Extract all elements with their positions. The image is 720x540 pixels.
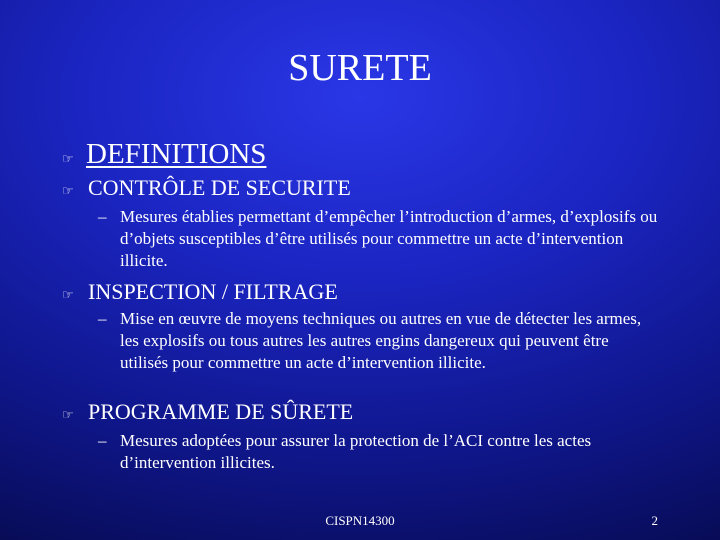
bullet-label: CONTRÔLE DE SECURITE	[88, 175, 351, 200]
dash: –	[98, 431, 107, 450]
sub-item	[98, 430, 660, 474]
section-heading-row	[62, 137, 266, 171]
bullet-item	[62, 278, 338, 306]
section-heading: DEFINITIONS	[86, 138, 267, 170]
bullet-label: INSPECTION / FILTRAGE	[88, 279, 338, 304]
sub-item-text: Mesures adoptées pour assurer la protection de l’ACI contre les actes d’intervention illicites.	[120, 431, 592, 472]
bullet-item	[62, 174, 351, 202]
pointing-hand-icon: ☞	[62, 287, 74, 302]
slide-title: SURETE	[288, 47, 432, 89]
pointing-hand-icon: ☞	[62, 407, 74, 422]
pointing-hand-icon: ☞	[62, 183, 74, 198]
dash: –	[98, 207, 107, 226]
sub-item	[98, 308, 660, 374]
page-number: 2	[651, 513, 658, 528]
sub-item-text: Mise en œuvre de moyens techniques ou autres en vue de détecter les armes, les explosifs ou tous autres les autres engins dangereux qui peuvent être utilisés pour commettre un acte d’intervention illicite.	[120, 309, 642, 372]
pointing-hand-icon: ☞	[62, 151, 74, 166]
sub-item	[98, 206, 660, 272]
footer-reference: CISPN14300	[325, 513, 395, 528]
bullet-label: PROGRAMME DE SÛRETE	[88, 399, 354, 424]
sub-item-text: Mesures établies permettant d’empêcher l’introduction d’armes, d’explosifs ou d’objets susceptibles d’être utilisés pour commettre un acte d’intervention illicite.	[120, 207, 658, 270]
dash: –	[98, 309, 107, 328]
bullet-item	[62, 398, 353, 426]
